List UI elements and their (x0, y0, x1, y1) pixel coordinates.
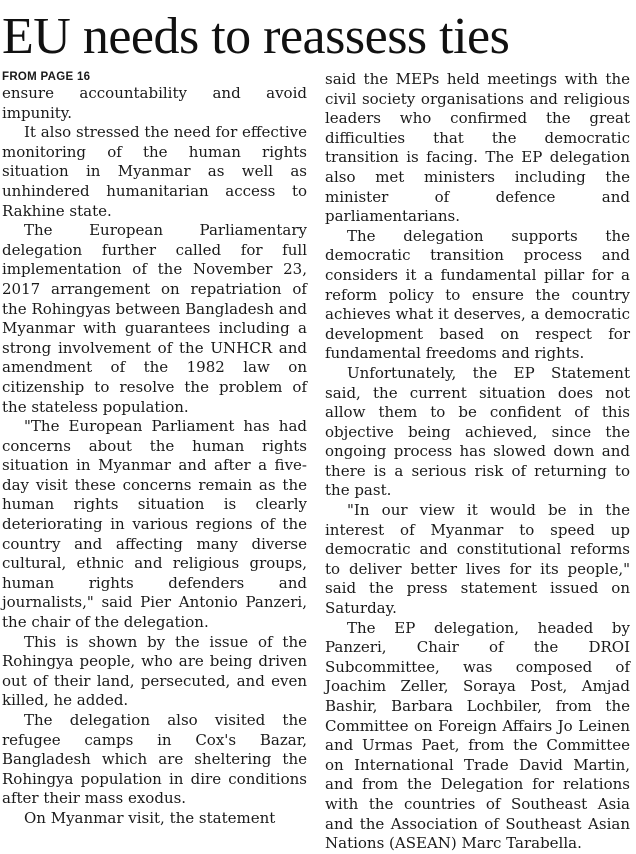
paragraph: The European Parliamentary delegation further called for full implementation of the November 23, 2017 arrangement on repatriation of the Rohingyas between Bangladesh and Myanmar with guarantees including a strong involvement of the UNHCR and amendment of the 1982 law on citizenship to resolve the problem of the stateless population. (2, 221, 307, 416)
paragraph: ensure accountability and avoid impunity. (2, 84, 307, 122)
paragraph: The delegation supports the democratic transition process and considers it a fundamental pillar for a reform policy to ensure the country achieves what it deserves, a democratic development based on respect for fundamental freedoms and rights. (325, 226, 630, 363)
paragraph: Unfortunately, the EP Statement said, the current situation does not allow them to be confident of this objective being achieved, since the ongoing process has slowed down and there is a serious risk of returning to the past. (325, 363, 630, 500)
left-column (2, 70, 307, 854)
paragraph: The delegation also visited the refugee camps in Cox's Bazar, Bangladesh which are sheltering the Rohingya population in dire conditions after their mass exodus. (2, 711, 307, 808)
paragraph: It also stressed the need for effective monitoring of the human rights situation in Myanmar as well as unhindered humanitarian access to Rakhine state. (2, 123, 308, 220)
paragraph: The EP delegation, headed by Panzeri, Chair of the DROI Subcommittee, was composed of Joachim Zeller, Soraya Post, Amjad Bashir, Barbara Lochbiler, from the Committee on Foreign Affairs Jo Leinen and Urmas Paet, from the Committee on International Trade David Martin, and from the Delegation for relations with the countries of Southeast Asia and the Association of Southeast Asian Nations (ASEAN) Marc Tarabella. (325, 618, 630, 853)
paragraph: said the MEPs held meetings with the civil society organisations and religious leaders who confirmed the great difficulties that the democratic transition is facing. The EP delegation also met ministers including the minister of defence and parliamentarians. (325, 70, 630, 226)
article-body (2, 70, 630, 854)
headline: EU needs to reassess ties (2, 8, 510, 65)
paragraph: On Myanmar visit, the statement (24, 808, 276, 827)
continuation-kicker: FROM PAGE 16 (2, 71, 91, 83)
paragraph: "The European Parliament has had concerns about the human rights situation in Myanmar and after a five-day visit these concerns remain as the human rights situation is clearly deteriorating in various regions of the country and affecting many diverse cultural, ethnic and religious groups, human rights defenders and journalists," said Pier Antonio Panzeri, the chair of the delegation. (2, 417, 307, 632)
paragraph: "In our view it would be in the interest of Myanmar to speed up democratic and constitutional reforms to deliver better lives for its people," said the press statement issued on Saturday. (325, 501, 630, 618)
right-column (325, 70, 630, 854)
paragraph: This is shown by the issue of the Rohingya people, who are being driven out of their land, persecuted, and even killed, he added. (2, 632, 307, 710)
